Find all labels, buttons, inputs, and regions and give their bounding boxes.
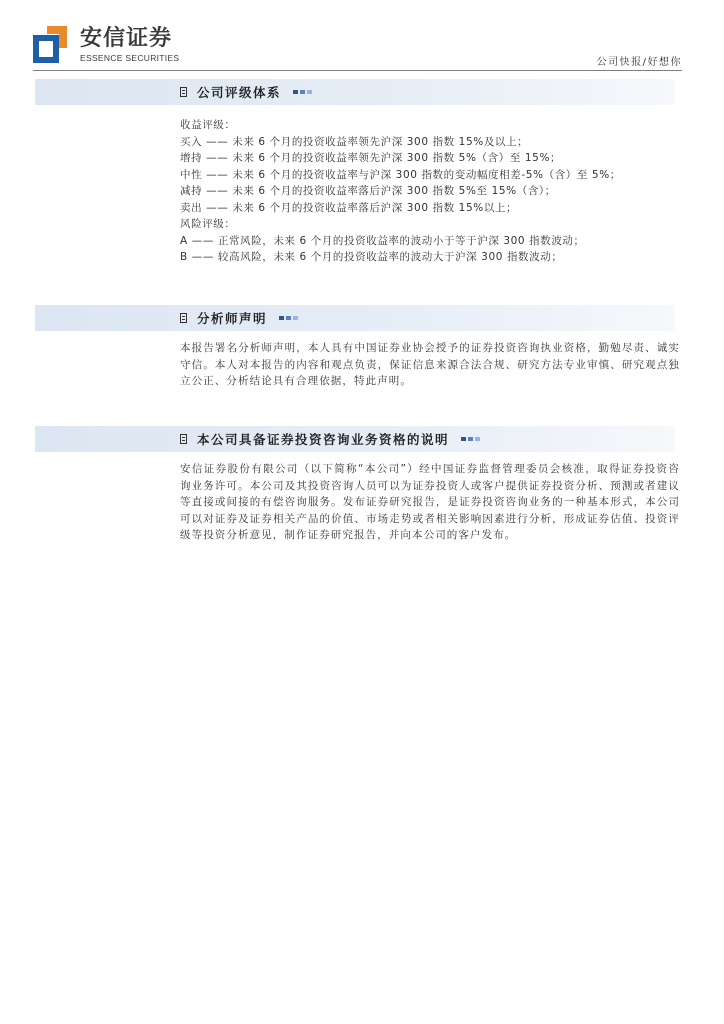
section-header-analyst-statement: [35, 305, 675, 331]
header-divider: [33, 70, 682, 71]
document-icon: [180, 87, 187, 97]
section-title-text: 分析师声明: [197, 311, 268, 326]
document-icon: [180, 434, 187, 444]
section-title: [180, 426, 482, 452]
text-line: 减持 —— 未来 6 个月的投资收益率落后沪深 300 指数 5%至 15%（含）；: [180, 185, 556, 197]
page-header: [0, 0, 724, 74]
analyst-statement-paragraph: 本报告署名分析师声明，本人具有中国证券业协会授予的证券投资咨询执业资格，勤勉尽责、诚实守信。本人对本报告的内容和观点负责，保证信息来源合法合规、研究方法专业审慎、研究观点独立公正、分析结论具有合理依据，特此声明。: [180, 342, 680, 387]
text-line: 增持 —— 未来 6 个月的投资收益率领先沪深 300 指数 5%（含）至 15%；: [180, 152, 562, 164]
text-line: 中性 —— 未来 6 个月的投资收益率与沪深 300 指数的变动幅度相差-5%（含）至 5%；: [180, 168, 621, 181]
essence-logo-icon: [33, 26, 67, 63]
qualification-paragraph: 安信证券股份有限公司（以下简称“本公司”）经中国证券监督管理委员会核准，取得证券投资咨询业务许可。本公司及其投资咨询人员可以为证券投资人或客户提供证券投资分析、预测或者建议等直接或间接的有偿咨询服务。发布证券研究报告，是证券投资咨询业务的一种基本形式，本公司可以对证券及证券相关产品的价值、市场走势或者相关影响因素进行分析，形成证券估值、投资评级等投资分析意见，制作证券研究报告，并向本公司的客户发布。: [180, 463, 680, 541]
decorative-squares-icon: [293, 90, 314, 94]
decorative-squares-icon: [461, 437, 482, 441]
text-line: 买入 —— 未来 6 个月的投资收益率领先沪深 300 指数 15%及以上；: [180, 135, 529, 148]
text-line: B —— 较高风险，未来 6 个月的投资收益率的波动大于沪深 300 指数波动；: [180, 251, 563, 263]
section-title-text: 本公司具备证券投资咨询业务资格的说明: [197, 432, 450, 447]
text-line: 卖出 —— 未来 6 个月的投资收益率落后沪深 300 指数 15%以上；: [180, 201, 518, 214]
section-title: [180, 79, 314, 105]
company-logo-english: ESSENCE SECURITIES: [80, 53, 180, 63]
decorative-squares-icon: [279, 316, 300, 320]
text-line: 收益评级：: [180, 119, 236, 131]
section-header-rating-system: [35, 79, 675, 105]
company-logo-name: 安信证券: [80, 26, 173, 51]
text-line: A —— 正常风险，未来 6 个月的投资收益率的波动小于等于沪深 300 指数波动；: [180, 234, 585, 247]
document-icon: [180, 313, 187, 323]
section-title: [180, 305, 300, 331]
section-title-text: 公司评级体系: [197, 85, 282, 100]
report-tag: 公司快报/好想你: [596, 57, 682, 68]
section-header-qualification: [35, 426, 675, 452]
text-line: 风险评级：: [180, 218, 236, 230]
rating-system-content: [180, 117, 680, 266]
